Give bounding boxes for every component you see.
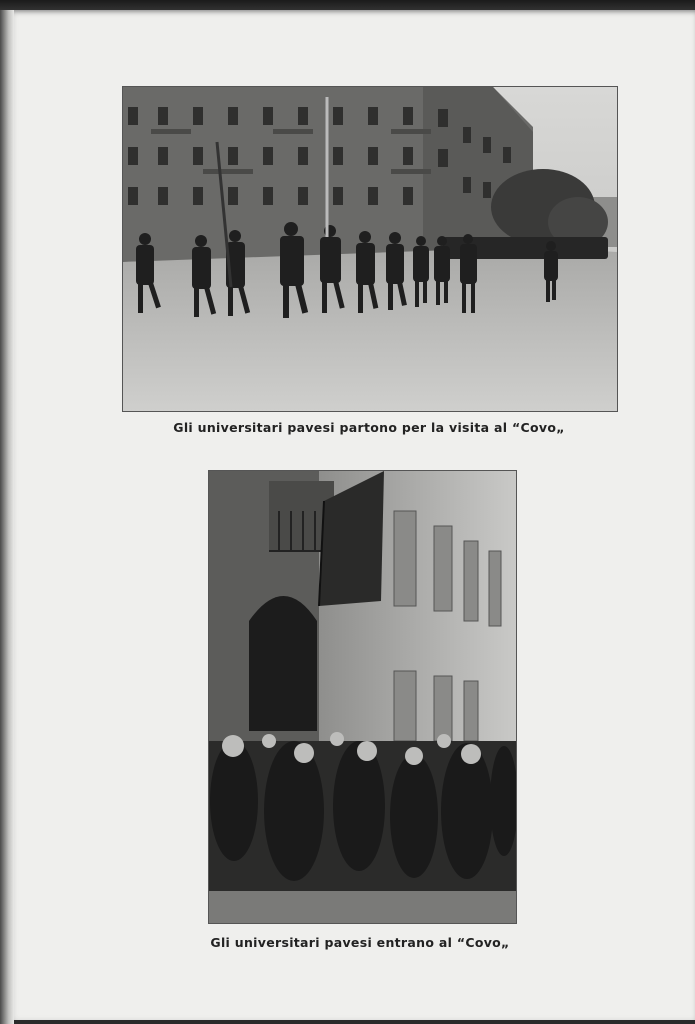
photo-caption-entering: Gli universitari pavesi entrano al “Covo„ <box>210 935 510 950</box>
photo-students-departing-image <box>123 87 617 411</box>
page-binding-shadow <box>0 10 14 1024</box>
photo-students-entering <box>208 470 517 924</box>
photo-caption-departing: Gli universitari pavesi partono per la visita al “Covo„ <box>173 420 565 435</box>
photo-students-departing <box>122 86 618 412</box>
photo-students-entering-image <box>209 471 516 923</box>
